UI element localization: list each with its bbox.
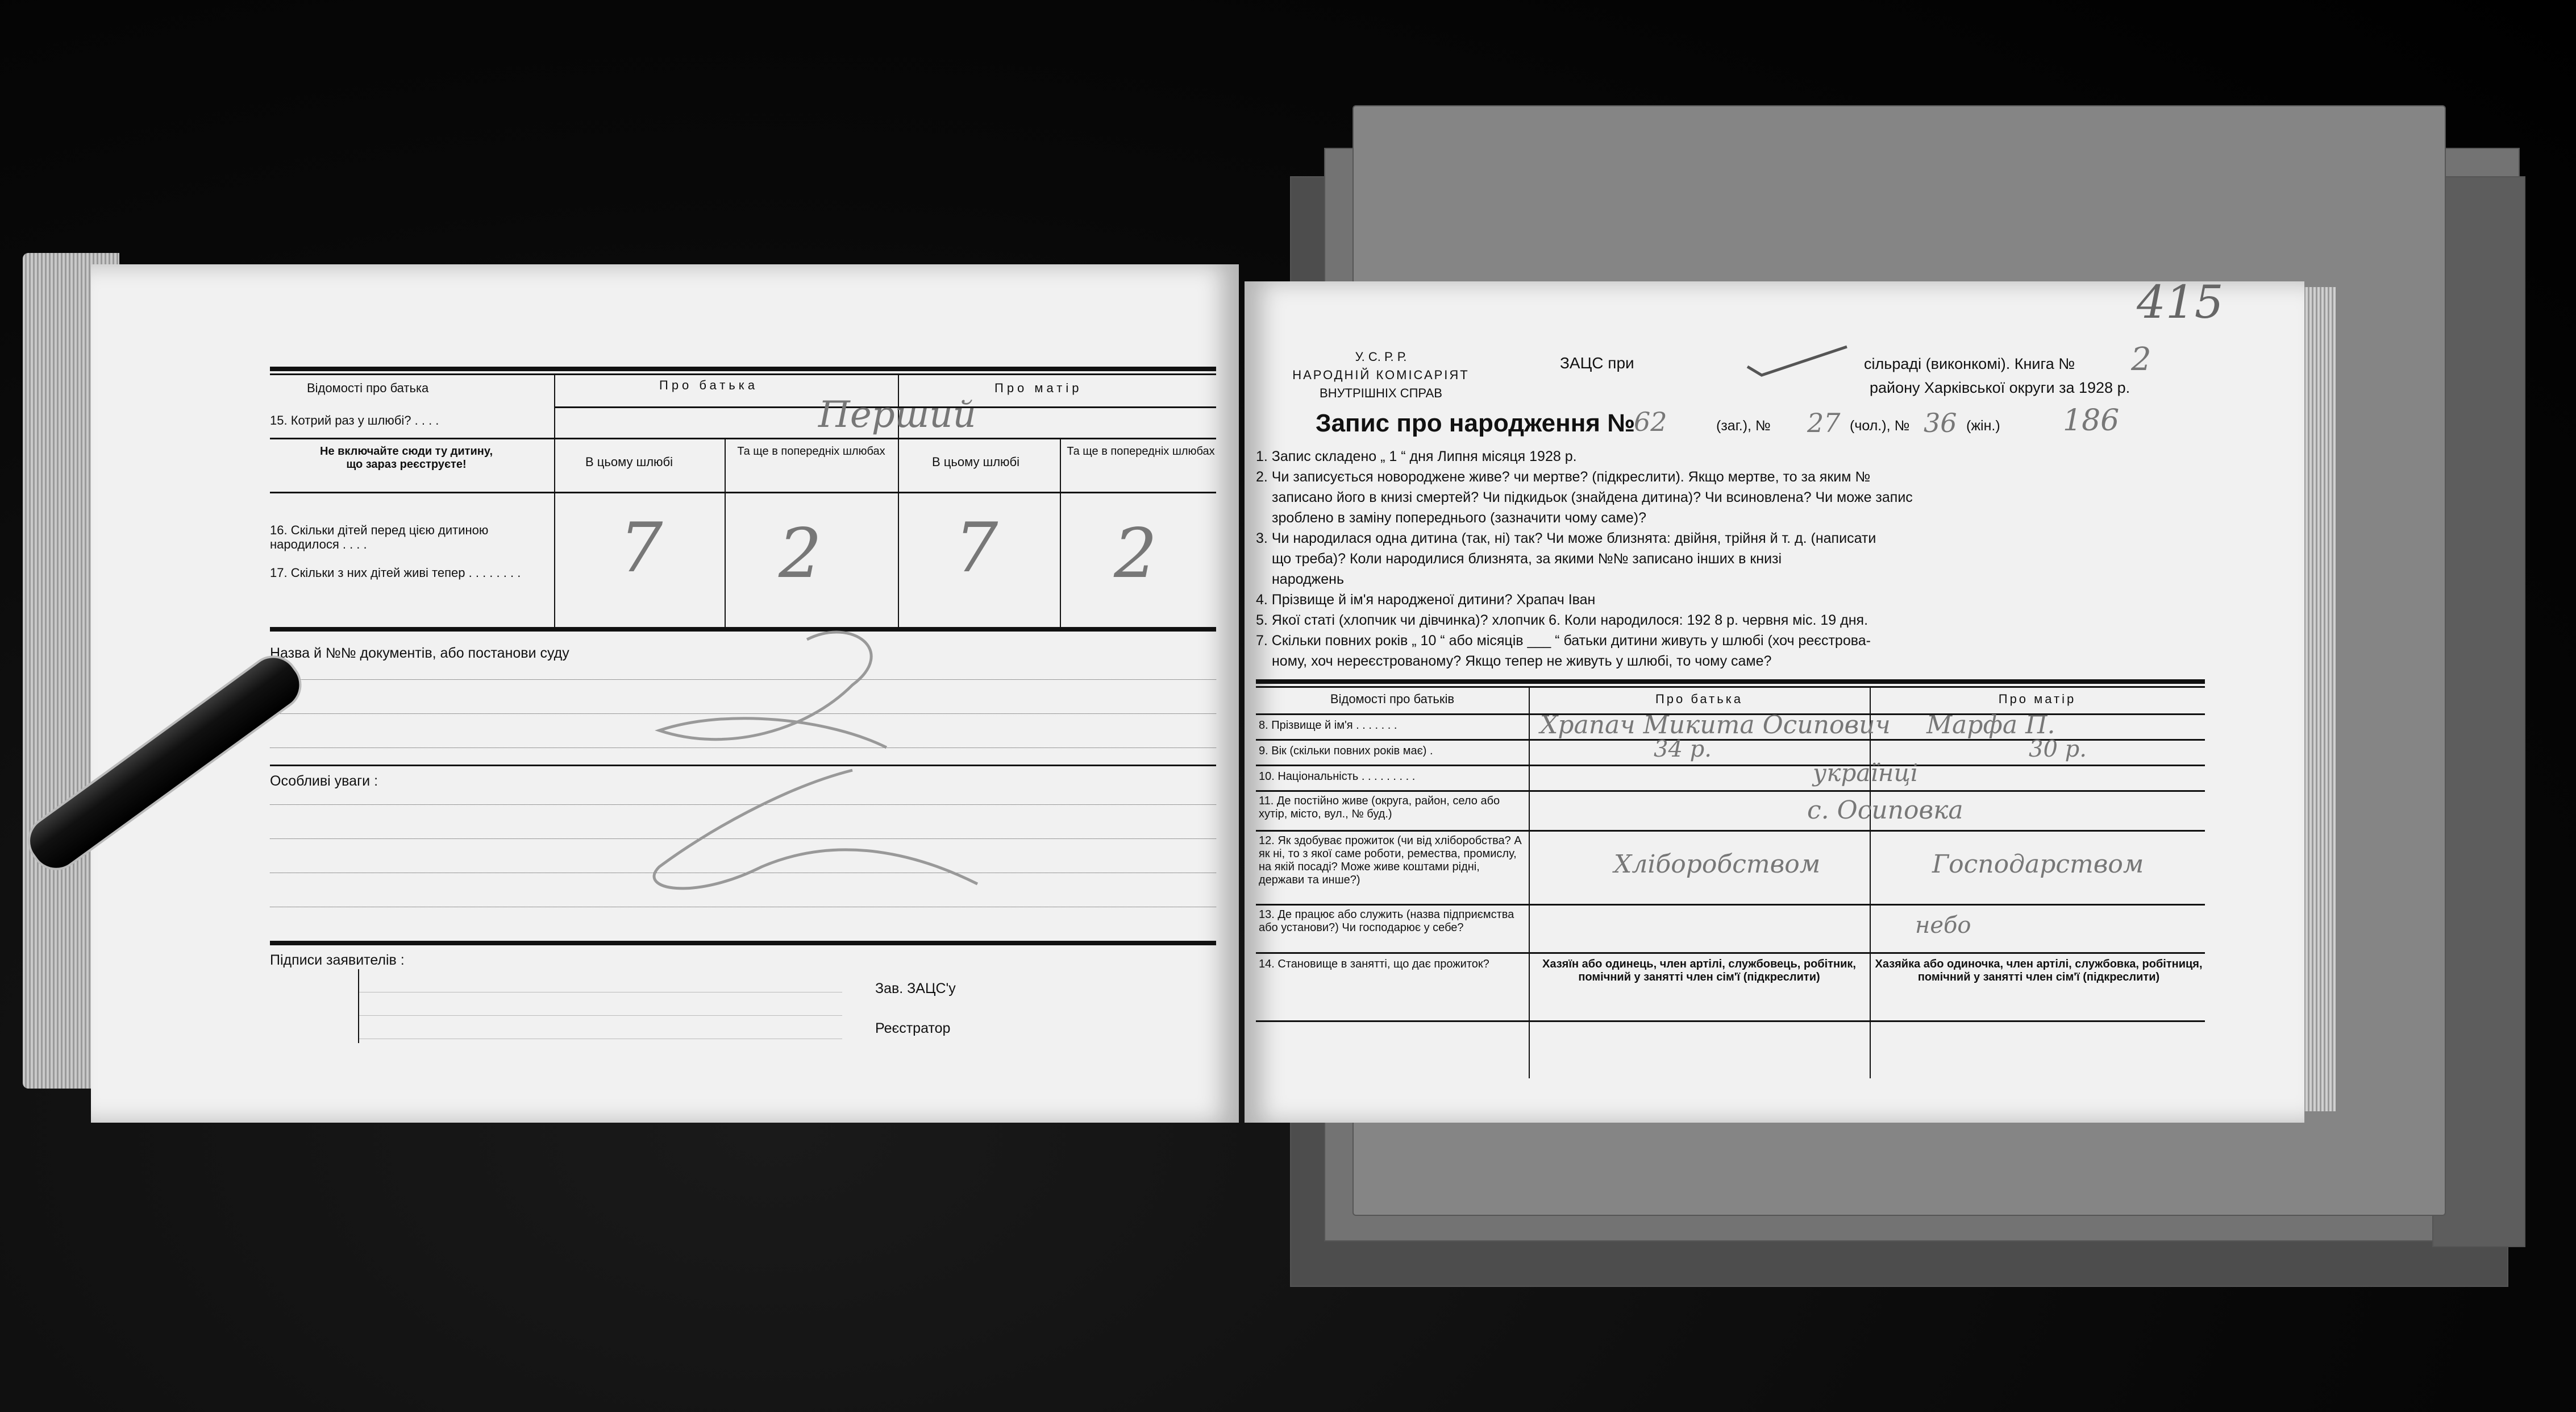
subheader-previous-father: Та ще в попередніх шлюбах — [737, 445, 885, 458]
right-page — [1245, 276, 2304, 1123]
row8-mother: Марфа П. — [1926, 711, 2055, 740]
subheader-this-marriage-father: В цьому шлюбі — [585, 455, 673, 469]
org-line3: ВНУТРІШНІХ СПРАВ — [1320, 386, 1442, 400]
male-label: (чол.), № — [1850, 418, 1910, 434]
district-label: району Харківської округи за 1928 р. — [1870, 379, 2130, 396]
row16-value-mother-previous: 2 — [1114, 514, 1158, 593]
row13-label: 13. Де працює або служить (назва підприємства або установи?) Чи господарює у себе? — [1259, 908, 1514, 934]
row14-label: 14. Становище в занятті, що дає прожиток? — [1259, 958, 1489, 970]
zags-label: ЗАЦС при — [1560, 354, 1634, 372]
item-line: 7. Скільки повних років „ 10 “ або місяців ___ “ батьки дитини живуть у шлюбі (хоч реєстрова- — [1256, 633, 1871, 649]
org-line1: У. С. Р. Р. — [1355, 350, 1407, 364]
strike-through-flourish — [489, 617, 1000, 912]
signature-lines — [358, 969, 842, 1043]
book-page-edges-right — [2302, 287, 2336, 1111]
book-number: 2 — [2131, 341, 2151, 378]
item-line: 1. Запис складено „ 1 “ дня Липня місяця 1928 р. — [1256, 448, 1577, 464]
row11-father: с. Осиповка — [1807, 796, 1963, 825]
org-line2: НАРОДНІЙ КОМІСАРІЯТ — [1292, 368, 1470, 382]
parents-header-father: Про батька — [1655, 692, 1743, 706]
item-line: що треба)? Коли народилися близнята, за якими №№ записано інших в книзі — [1272, 551, 1782, 567]
item-line: 5. Якої статі (хлопчик чи дівчинка)? хлопчик 6. Коли народилося: 192 8 р. червня міс. 19 дня. — [1256, 612, 1868, 628]
row10-label: 10. Національність . . . . . . . . . — [1259, 770, 1416, 783]
row14-mother-options: Хазяйка або одиночка, член артілі, службовка, робітниця, помічний у занятті член сім'ї (підкреслити) — [1875, 958, 2203, 983]
margin-number: 186 — [2063, 404, 2120, 438]
row12-label: 12. Як здобуває прожиток (чи від хліборобства? А як ні, то з якої саме роботи, ремества, промислу, на якій посаді? Може живе коштами рідні, держави та инше?) — [1259, 834, 1522, 886]
record-title: Запис про народження № — [1316, 409, 1636, 437]
item-line: 3. Чи народилася одна дитина (так, ні) так? Чи може близнята: двійня, трійня й т. д. (написати — [1256, 530, 1876, 546]
subheader-previous-mother: Та ще в попередніх шлюбах — [1067, 445, 1215, 458]
row16-value-mother-this: 7 — [955, 509, 998, 588]
record-items — [1256, 446, 2205, 671]
row10-father: українці — [1813, 759, 1919, 787]
row11-label: 11. Де постійно живе (округа, район, село або хутір, місто, вул., № буд.) — [1259, 795, 1500, 820]
parents-header-col0: Відомості про батьків — [1330, 692, 1455, 706]
subheader-this-marriage-mother: В цьому шлюбі — [932, 455, 1020, 469]
row8-label: 8. Прізвище й ім'я . . . . . . . — [1259, 719, 1397, 732]
record-number: 62 — [1634, 406, 1667, 437]
row16-label: 16. Скільки дітей перед цією дитиною народилося . . . . — [270, 523, 489, 552]
row12-mother: Господарством — [1932, 850, 2144, 879]
gen-label: (заг.), № — [1716, 418, 1771, 434]
female-number: 36 — [1924, 408, 1957, 438]
page-number: 415 — [2137, 276, 2224, 329]
item-line: ному, хоч нереєстрованому? Якщо тепер не живуть у шлюбі, то чому саме? — [1272, 653, 1772, 669]
item-line: зроблено в заміну попереднього (зазначити чому саме)? — [1272, 510, 1647, 526]
open-register-book — [23, 253, 2370, 1140]
documents-label: Назва й №№ документів, або постанови суду — [270, 645, 569, 661]
head-label: Зав. ЗАЦС'у — [875, 981, 956, 996]
parents-header-mother: Про матір — [1998, 692, 2076, 706]
subheader-note: Не включайте сюди ту дитину, що зараз реєструєте! — [320, 445, 493, 471]
header-mother: Про матір — [994, 381, 1083, 395]
female-label: (жін.) — [1966, 418, 2000, 434]
row15-hand-value: Перший — [818, 394, 976, 436]
row14-father-options: Хазяїн або одинець, член артілі, службовець, робітник, помічний у занятті член сім'ї (підкреслити) — [1542, 958, 1856, 983]
village-council-label: сільраді (виконкомі). Книга № — [1864, 355, 2075, 372]
male-number: 27 — [1807, 408, 1841, 438]
row9-father: 34 р. — [1654, 736, 1712, 762]
item-line: 4. Прізвище й ім'я народженої дитини? Храпач Іван — [1256, 592, 1596, 608]
cardboard-folder-side — [2432, 176, 2525, 1247]
registrar-label: Реєстратор — [875, 1020, 951, 1036]
item-line: записано його в книзі смертей? Чи підкидьок (знайдена дитина)? Чи всиновлена? Чи може запис — [1272, 489, 1913, 505]
header-col0: Відомості про батька — [307, 381, 429, 395]
row13-mother: небо — [1915, 912, 1971, 938]
row16-value-father-this: 7 — [619, 509, 663, 588]
row16-value-father-previous: 2 — [779, 514, 822, 593]
row15-label: 15. Котрий раз у шлюбі? . . . . — [270, 413, 439, 427]
row17-label: 17. Скільки з них дітей живі тепер . . . . . . . . — [270, 566, 521, 580]
row12-father: Хліборобством — [1614, 850, 1821, 879]
row9-label: 9. Вік (скільки повних років має) . — [1259, 745, 1433, 757]
header-father: Про батька — [659, 378, 759, 392]
signatures-label: Підписи заявителів : — [270, 952, 405, 968]
item-line: 2. Чи записується новороджене живе? чи мертве? (підкреслити). Якщо мертве, то за яким № — [1256, 469, 1871, 485]
item-line: народжень — [1272, 571, 1345, 587]
remarks-label: Особливі уваги : — [270, 773, 378, 789]
row9-mother: 30 р. — [2029, 736, 2087, 762]
check-mark-hand — [1745, 344, 1853, 378]
row8-father: Храпач Микита Осипович — [1540, 711, 1891, 740]
